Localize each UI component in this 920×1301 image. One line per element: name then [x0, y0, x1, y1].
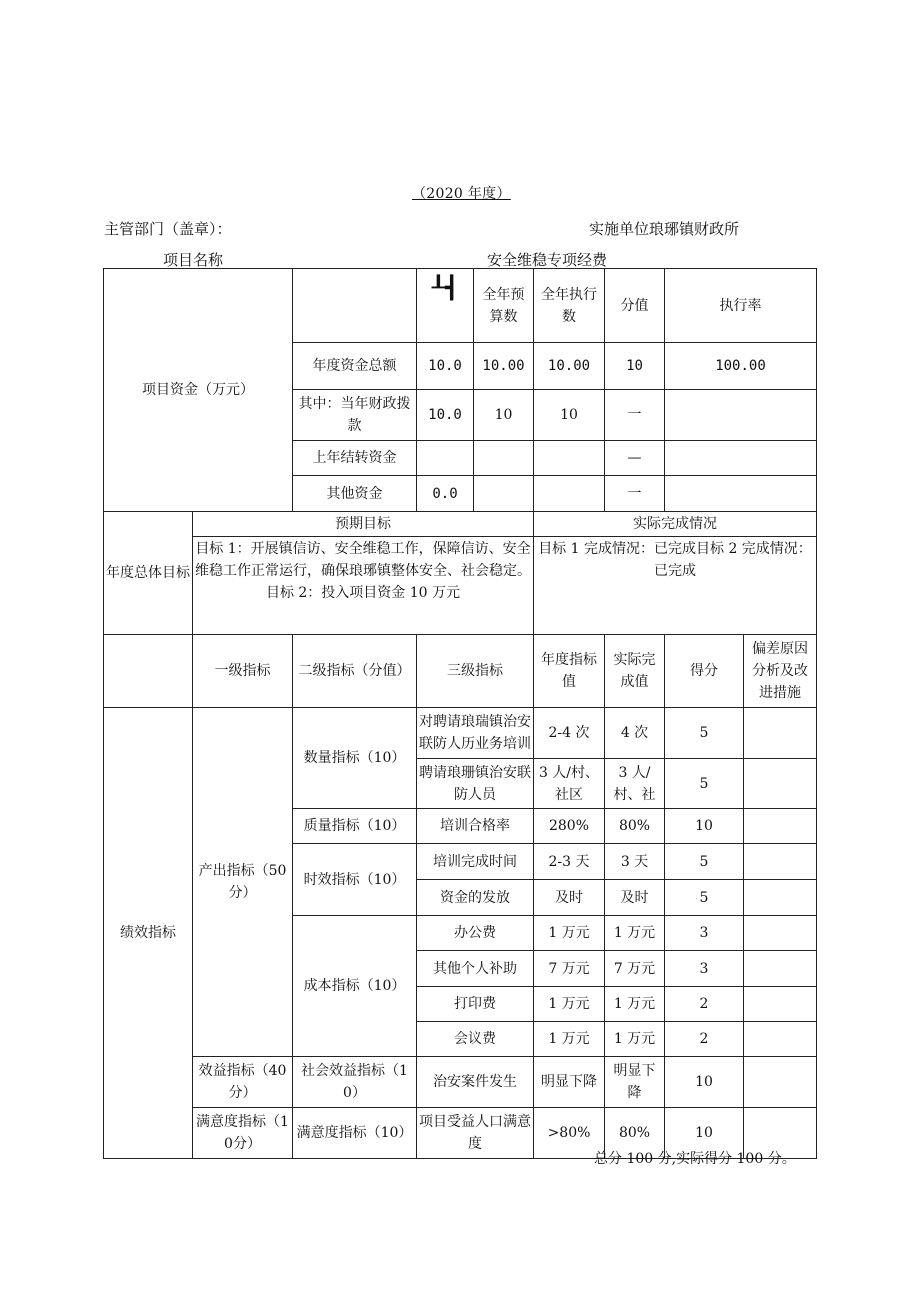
indicator-analysis	[744, 809, 817, 844]
goals-section-label: 年度总体目标	[104, 512, 193, 635]
indicator-analysis	[744, 880, 817, 916]
indicator-target: 1 万元	[534, 987, 605, 1022]
funds-score-value: 一	[605, 476, 665, 512]
indicator-analysis	[744, 708, 817, 759]
level2-header: 二级指标（分值）	[293, 635, 417, 708]
funds-score-value: 一	[605, 390, 665, 441]
performance-corner-blank	[104, 635, 193, 708]
indicator-target: 1 万元	[534, 916, 605, 951]
funds-score-value: 10	[605, 343, 665, 390]
funds-row-label: 其中：当年财政拨款	[293, 390, 417, 441]
indicator-score: 10	[665, 1057, 744, 1108]
actual-goals-text: 目标 1 完成情况：已完成目标 2 完成情况：已完成	[534, 537, 817, 635]
indicator-analysis	[744, 759, 817, 809]
funds-rate	[665, 476, 817, 512]
col-annual-budget: 全年预算数	[474, 269, 534, 343]
indicator-name: 资金的发放	[417, 880, 534, 916]
funds-start	[417, 441, 474, 476]
implementing-unit: 实施单位琅琊镇财政所	[589, 220, 740, 238]
indicator-score: 5	[665, 759, 744, 809]
funds-budget	[474, 476, 534, 512]
goals-row	[104, 537, 817, 635]
funds-executed	[534, 441, 605, 476]
indicator-actual: 4 次	[605, 708, 665, 759]
performance-section-label: 绩效指标	[104, 708, 193, 1159]
output-indicators: 产出指标（50分）	[193, 708, 293, 1057]
indicator-name: 打印费	[417, 987, 534, 1022]
timeliness-indicators: 时效指标（10）	[293, 844, 417, 916]
expected-goals-header: 预期目标	[193, 512, 534, 537]
indicator-row	[104, 1057, 817, 1108]
funds-budget: 10.00	[474, 343, 534, 390]
indicator-name: 对聘请琅瑞镇治安联防人历业务培训	[417, 708, 534, 759]
funds-budget: 10	[474, 390, 534, 441]
indicator-score: 5	[665, 708, 744, 759]
funds-score-value: —	[605, 441, 665, 476]
satisfaction-level2-indicators: 满意度指标（10）	[293, 1108, 417, 1159]
satisfaction-indicators: 满意度指标（10分）	[193, 1108, 293, 1159]
level3-header: 三级指标	[417, 635, 534, 708]
indicator-actual: 1 万元	[605, 916, 665, 951]
indicator-target: 1 万元	[534, 1022, 605, 1057]
indicator-actual: 明显下降	[605, 1057, 665, 1108]
col-annual-executed: 全年执行数	[534, 269, 605, 343]
indicator-name: 会议费	[417, 1022, 534, 1057]
indicator-name: 治安案件发生	[417, 1057, 534, 1108]
funds-corner-blank	[293, 269, 417, 343]
analysis-header: 偏差原因分析及改进措施	[744, 635, 817, 708]
funds-start: 10.0	[417, 343, 474, 390]
funds-executed: 10	[534, 390, 605, 441]
indicator-analysis	[744, 1057, 817, 1108]
indicator-score: 10	[665, 1108, 744, 1159]
quality-indicators: 质量指标（10）	[293, 809, 417, 844]
expected-goal-1: 目标 1：开展镇信访、安全维稳工作，保障信访、安全维稳工作正常运行，确保琅琊镇整体安全、社会稳定。	[195, 541, 531, 579]
funds-section-label: 项目资金（万元）	[104, 269, 293, 512]
indicator-name: 其他个人补助	[417, 951, 534, 987]
indicator-name: 项目受益人口满意度	[417, 1108, 534, 1159]
indicator-name: 办公费	[417, 916, 534, 951]
indicator-target: 及时	[534, 880, 605, 916]
indicator-target: 280%	[534, 809, 605, 844]
indicator-name: 培训完成时间	[417, 844, 534, 880]
funds-rate: 100.00	[665, 343, 817, 390]
indicator-score: 10	[665, 809, 744, 844]
goals-header-row	[104, 512, 817, 537]
indicator-analysis	[744, 987, 817, 1022]
indicator-analysis	[744, 1022, 817, 1057]
score-header: 得分	[665, 635, 744, 708]
col-score-value: 分值	[605, 269, 665, 343]
department-label: 主管部门（盖章）：	[104, 220, 232, 238]
year-title: （2020 年度）	[412, 186, 511, 202]
indicator-score: 2	[665, 987, 744, 1022]
indicator-target: 3 人/村、社区	[534, 759, 605, 809]
social-benefit-indicators: 社会效益指标（10）	[293, 1057, 417, 1108]
indicator-target: 2-4 次	[534, 708, 605, 759]
indicator-row	[104, 708, 817, 759]
indicator-actual: 80%	[605, 809, 665, 844]
indicator-score: 3	[665, 916, 744, 951]
cost-indicators: 成本指标（10）	[293, 916, 417, 1057]
benefit-indicators: 效益指标（40分）	[193, 1057, 293, 1108]
indicator-target: >80%	[534, 1108, 605, 1159]
indicator-score: 2	[665, 1022, 744, 1057]
level1-header: 一级指标	[193, 635, 293, 708]
funds-executed	[534, 476, 605, 512]
project-name: 安全维稳专项经费	[487, 251, 608, 269]
funds-start: 0.0	[417, 476, 474, 512]
indicator-actual: 7 万元	[605, 951, 665, 987]
indicator-name: 聘请琅珊镇治安联防人员	[417, 759, 534, 809]
total-score-summary: 总分 100 分,实际得分 100 分。	[594, 1151, 796, 1167]
funds-executed: 10.00	[534, 343, 605, 390]
indicator-actual: 及时	[605, 880, 665, 916]
funds-start: 10.0	[417, 390, 474, 441]
actual-completion-header: 实际完成情况	[534, 512, 817, 537]
funds-budget	[474, 441, 534, 476]
funds-row-label: 上年结转资金	[293, 441, 417, 476]
expected-goal-2: 目标 2：投入项目资金 10 万元	[265, 585, 461, 601]
indicator-actual: 1 万元	[605, 987, 665, 1022]
indicator-name: 培训合格率	[417, 809, 534, 844]
indicator-analysis	[744, 844, 817, 880]
indicator-analysis	[744, 916, 817, 951]
expected-goals-text	[193, 537, 534, 635]
actual-header: 实际完成值	[605, 635, 665, 708]
indicator-score: 5	[665, 880, 744, 916]
target-header: 年度指标值	[534, 635, 605, 708]
indicator-target: 明显下降	[534, 1057, 605, 1108]
indicator-score: 5	[665, 844, 744, 880]
funds-corner-mark: ┸┫	[417, 269, 474, 343]
indicator-score: 3	[665, 951, 744, 987]
indicator-actual: 3 人/村、社	[605, 759, 665, 809]
indicator-analysis	[744, 951, 817, 987]
funds-header-row	[104, 269, 817, 343]
indicator-actual: 1 万元	[605, 1022, 665, 1057]
indicator-target: 7 万元	[534, 951, 605, 987]
funds-rate	[665, 390, 817, 441]
funds-row-label: 其他资金	[293, 476, 417, 512]
indicator-actual: 80%	[605, 1108, 665, 1159]
indicator-actual: 3 天	[605, 844, 665, 880]
funds-rate	[665, 441, 817, 476]
evaluation-table	[103, 268, 817, 1159]
performance-header-row	[104, 635, 817, 708]
quantity-indicators: 数量指标（10）	[293, 708, 417, 809]
project-name-label: 项目名称	[163, 251, 224, 269]
funds-row-label: 年度资金总额	[293, 343, 417, 390]
indicator-target: 2-3 天	[534, 844, 605, 880]
col-execution-rate: 执行率	[665, 269, 817, 343]
